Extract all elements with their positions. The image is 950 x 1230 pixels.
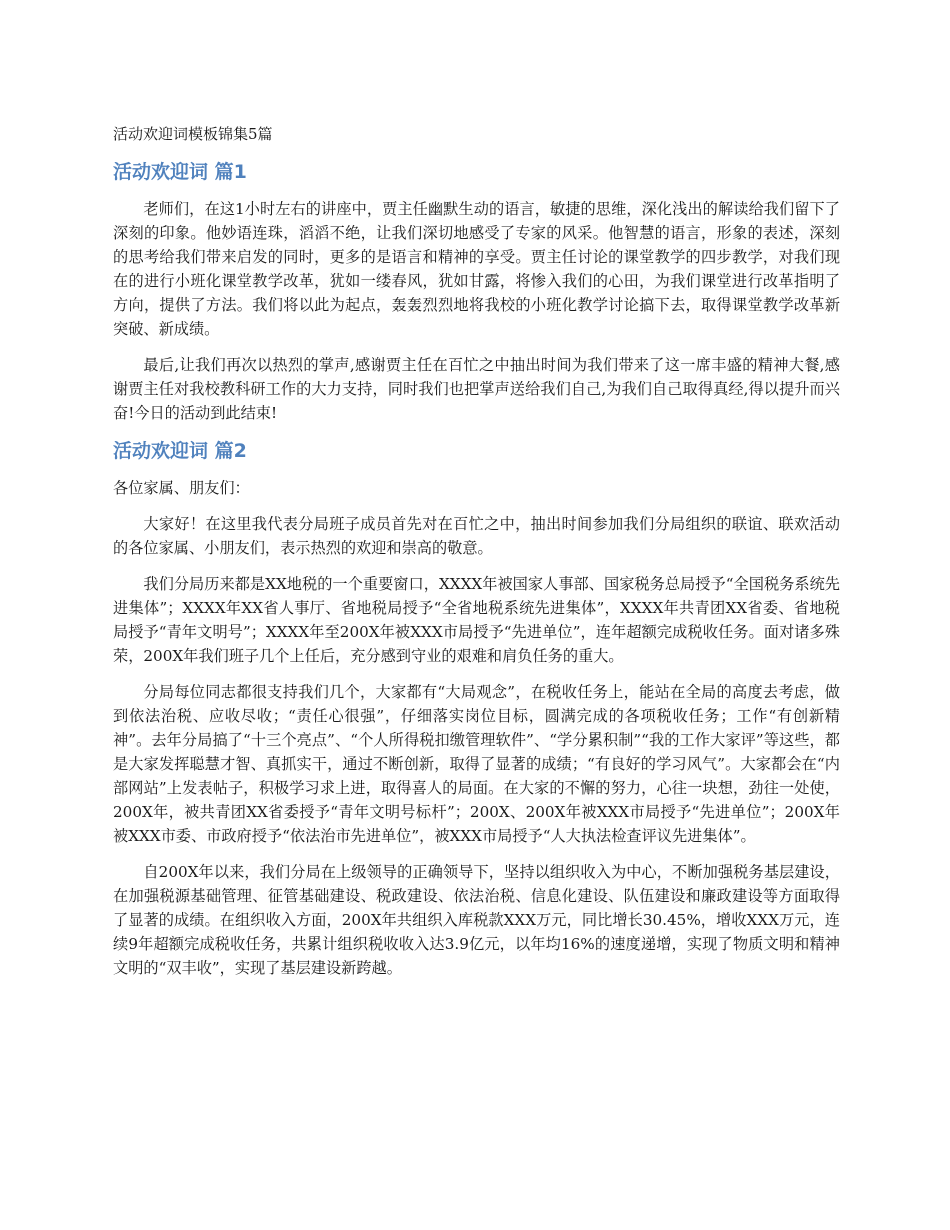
paragraph: 分局每位同志都很支持我们几个，大家都有“大局观念”，在税收任务上，能站在全局的高度去考虑，做到依法治税、应收尽收；“责任心很强”，仔细落实岗位目标，圆满完成的各项税收任务；工作“有创新精神”。去年分局搞了“十三个亮点”、“个人所得税扣缴管理软件”、“学分累积制”“我的工作大家评”等这些，都是大家发挥聪慧才智、真抓实干，通过不断创新，取得了显著的成绩；“有良好的学习风气”。大家都会在“内部网站”上发表帖子，积极学习求上进，取得喜人的局面。在大家的不懈的努力，心往一块想，劲往一处使，200X年，被共青团XX省委授予“青年文明号标杆”；200X、200X年被XXX市局授予“先进单位”；200X年被XXX市委、市政府授予“依法治市先进单位”，被XXX市局授予“人大执法检查评议先进集体”。 [113, 683, 840, 845]
paragraph: 我们分局历来都是XX地税的一个重要窗口，XXXX年被国家人事部、国家税务总局授予“全国税务系统先进集体”；XXXX年XX省人事厅、省地税局授予“全省地税系统先进集体”，XXXX年共青团XX省委、省地税局授予“青年文明号”；XXXX年至200X年被XXX市局授予“先进单位”，连年超额完成税收任务。面对诸多殊荣，200X年我们班子几个上任后，充分感到守业的艰难和肩负任务的重大。 [113, 575, 840, 665]
paragraph: 老师们，在这1小时左右的讲座中，贾主任幽默生动的语言，敏捷的思维，深化浅出的解读给我们留下了深刻的印象。他妙语连珠，滔滔不绝，让我们深切地感受了专家的风采。他智慧的语言，形象的表述，深刻的思考给我们带来启发的同时，更多的是语言和精神的享受。贾主任讨论的课堂教学的四步教学，对我们现在的进行小班化课堂教学改革，犹如一缕春风，犹如甘露，将惨入我们的心田，为我们课堂进行改革指明了方向，提供了方法。我们将以此为起点，轰轰烈烈地将我校的小班化教学讨论搞下去，取得课堂教学改革新突破、新成绩。 [113, 200, 840, 338]
section-heading-1: 活动欢迎词 篇1 [113, 161, 247, 183]
salutation: 各位家属、朋友们： [113, 479, 250, 497]
paragraph: 大家好！在这里我代表分局班子成员首先对在百忙之中，抽出时间参加我们分局组织的联谊、联欢活动的各位家属、小朋友们，表示热烈的欢迎和崇高的敬意。 [113, 515, 840, 557]
paragraph: 自200X年以来，我们分局在上级领导的正确领导下，坚持以组织收入为中心，不断加强税务基层建设，在加强税源基础管理、征管基础建设、税政建设、依法治税、信息化建设、队伍建设和廉政建设等方面取得了显著的成绩。在组织收入方面，200X年共组织入库税款XXX万元，同比增长30.45%，增收XXX万元，连续9年超额完成税收任务，共累计组织税收收入达3.9亿元，以年均16%的速度递增，实现了物质文明和精神文明的“双丰收”，实现了基层建设新跨越。 [113, 863, 840, 977]
document-title: 活动欢迎词模板锦集5篇 [113, 125, 273, 143]
paragraph: 最后,让我们再次以热烈的掌声,感谢贾主任在百忙之中抽出时间为我们带来了这一席丰盛的精神大餐,感谢贾主任对我校教科研工作的大力支持，同时我们也把掌声送给我们自己,为我们自己取得真经,得以提升而兴奋!今日的活动到此结束! [113, 356, 840, 422]
document-page [113, 122, 840, 992]
section-heading-2: 活动欢迎词 篇2 [113, 440, 247, 462]
